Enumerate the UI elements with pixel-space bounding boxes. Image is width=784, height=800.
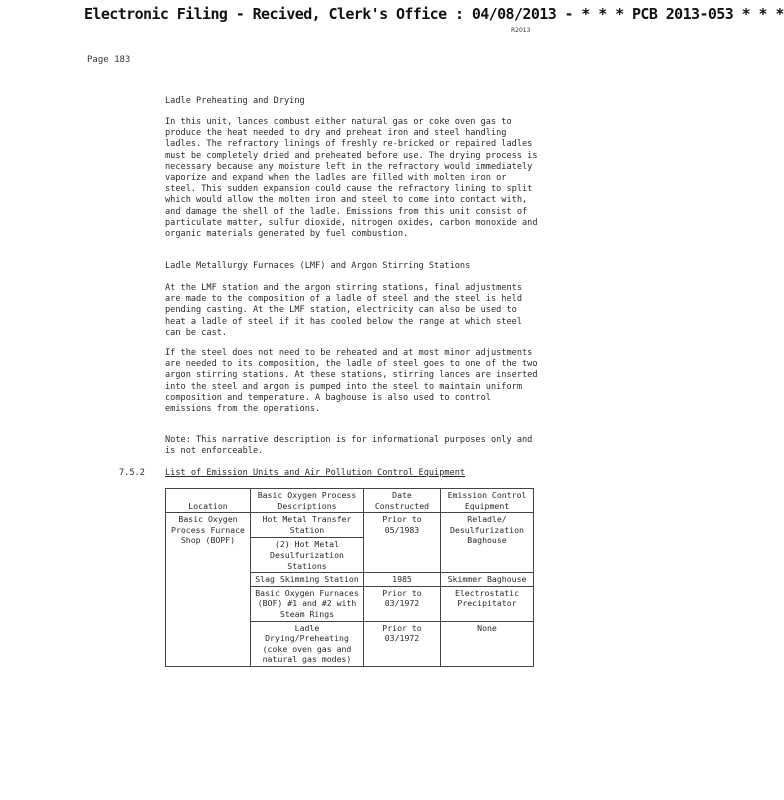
table-row: [166, 513, 534, 573]
stamp-code: R2013: [511, 27, 531, 34]
process-subtext: (2) Hot Metal Desulfurization Stations: [251, 537, 363, 571]
control-cell: None: [441, 621, 534, 666]
section-number: 7.5.2: [119, 468, 145, 478]
process-text: Hot Metal Transfer Station: [262, 514, 352, 535]
control-cell: Skimmer Baghouse: [441, 573, 534, 587]
section-title: List of Emission Units and Air Pollution Control Equipment: [165, 468, 466, 478]
date-cell: Prior to 05/1983: [364, 513, 441, 573]
lmf-paragraph-2: If the steel does not need to be reheated and at most minor adjustments are needed to its composition, the ladle of steel goes to one of the two argon stirring stations. At these stations, stirring lances are inserted into the steel and argon is pumped into the steel to maintain uniform composition and temperature. A baghouse is also used to control emissions from the operations.: [165, 348, 538, 415]
ladle-paragraph: In this unit, lances combust either natural gas or coke oven gas to produce the heat needed to dry and preheat iron and steel handling ladles. The refractory linings of freshly re-bricked or repaired ladles must be completely dried and preheated before use. The drying process is necessary because any moisture left in the refractory would immediately vaporize and expand when the ladles are filled with molten iron or steel. This sudden expansion could cause the refractory lining to split which would allow the molten iron and steel to come into contact with, and damage the shell of the ladle. Emissions from this unit consist of particulate matter, sulfur dioxide, nitrogen oxides, carbon monoxide and organic materials generated by fuel combustion.: [165, 117, 538, 240]
lmf-heading: Ladle Metallurgy Furnaces (LMF) and Argon Stirring Stations: [165, 261, 471, 271]
process-cell: [251, 513, 364, 573]
control-cell: Reladle/ Desulfurization Baghouse: [441, 513, 534, 573]
emission-units-table: [165, 488, 534, 667]
control-cell: Electrostatic Precipitator: [441, 586, 534, 621]
process-cell: Basic Oxygen Furnaces (BOF) #1 and #2 with Steam Rings: [251, 586, 364, 621]
electronic-filing-stamp: Electronic Filing - Recived, Clerk's Office : 04/08/2013 - * * * PCB 2013-053 * * *: [84, 5, 784, 23]
header-date: Date Constructed: [364, 489, 441, 513]
narrative-note: Note: This narrative description is for informational purposes only and is not enforceable.: [165, 435, 533, 457]
header-control: Emission Control Equipment: [441, 489, 534, 513]
table-header-row: [166, 489, 534, 513]
location-cell: Basic Oxygen Process Furnace Shop (BOPF): [166, 513, 251, 667]
process-cell: Ladle Drying/Preheating (coke oven gas and natural gas modes): [251, 621, 364, 666]
process-cell: Slag Skimming Station: [251, 573, 364, 587]
page-number: Page 183: [87, 55, 131, 65]
date-cell: Prior to 03/1972: [364, 621, 441, 666]
header-process: Basic Oxygen Process Descriptions: [251, 489, 364, 513]
date-cell: Prior to 03/1972: [364, 586, 441, 621]
ladle-heading: Ladle Preheating and Drying: [165, 96, 305, 106]
date-cell: 1985: [364, 573, 441, 587]
lmf-paragraph-1: At the LMF station and the argon stirring stations, final adjustments are made to the composition of a ladle of steel and the steel is held pending casting. At the LMF station, electricity can also be used to heat a ladle of steel if it has cooled below the range at which steel can be cast.: [165, 283, 522, 338]
header-location: Location: [166, 489, 251, 513]
